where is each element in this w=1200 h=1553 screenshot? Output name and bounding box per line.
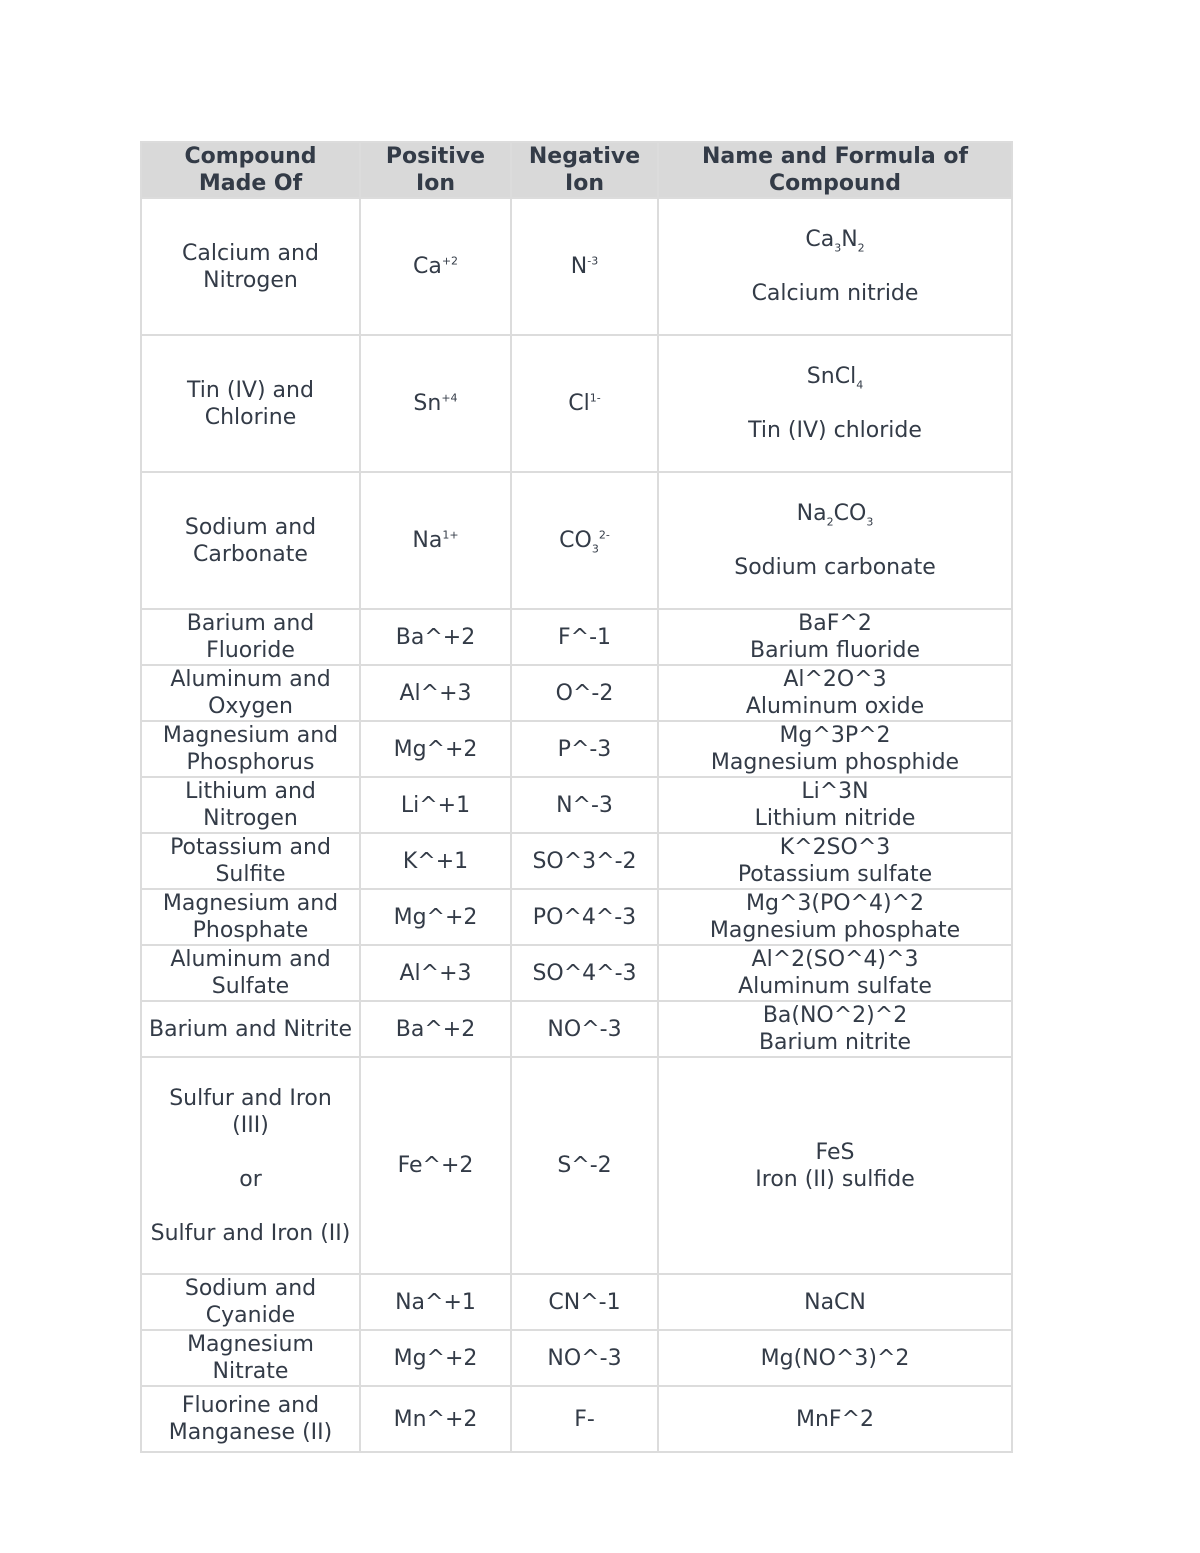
name-formula-cell (658, 721, 1012, 777)
name-formula-cell (658, 777, 1012, 833)
negative-ion-cell: O^-2 (511, 665, 658, 721)
made-of-cell: Calcium and Nitrogen (141, 198, 360, 335)
made-of-cell: Sodium and Carbonate (141, 472, 360, 609)
compound-name: Aluminum sulfate (738, 974, 932, 999)
name-formula-cell (658, 1001, 1012, 1057)
formula-text: BaF^2 (798, 611, 872, 636)
made-of-cell: Magnesium and Phosphorus (141, 721, 360, 777)
negative-ion-cell: SO^3^-2 (511, 833, 658, 889)
table-row (141, 945, 1012, 1001)
compound-name: Sodium carbonate (734, 555, 936, 580)
table-row (141, 665, 1012, 721)
table-row (141, 609, 1012, 665)
compound-name: Barium nitrite (758, 1030, 912, 1055)
formula-text: SnCl$_4$ (806, 364, 864, 392)
formula-text: Ba(NO^2)^2 (762, 1003, 908, 1028)
table-row (141, 833, 1012, 889)
formula-text: Mg^3(PO^4)^2 (746, 891, 924, 916)
negative-ion-cell: NO^-3 (511, 1330, 658, 1386)
made-of-cell: Magnesium Nitrate (141, 1330, 360, 1386)
compound-name: Potassium sulfate (737, 862, 933, 887)
name-formula-cell (658, 665, 1012, 721)
compound-name: Tin (IV) chloride (748, 418, 922, 443)
negative-ion-cell: F^-1 (511, 609, 658, 665)
made-of-cell: Sulfur and Iron (III) or Sulfur and Iron (II) (141, 1057, 360, 1274)
made-of-cell: Sodium and Cyanide (141, 1274, 360, 1330)
negative-ion-cell: SO^4^-3 (511, 945, 658, 1001)
positive-ion-cell: $Sn^{+4}$ (360, 335, 511, 472)
made-of-cell: Potassium and Sulfite (141, 833, 360, 889)
table-row (141, 1386, 1012, 1452)
name-formula-cell (658, 335, 1012, 472)
compound-name: Lithium nitride (754, 806, 916, 831)
positive-ion-cell: Mg^+2 (360, 721, 511, 777)
table-row (141, 1001, 1012, 1057)
table-row (141, 472, 1012, 609)
negative-ion-cell: N^-3 (511, 777, 658, 833)
compound-name: Barium fluoride (749, 638, 921, 663)
table-row (141, 1330, 1012, 1386)
positive-ion-cell: Mn^+2 (360, 1386, 511, 1452)
positive-ion-cell: Ba^+2 (360, 1001, 511, 1057)
made-of-cell: Tin (IV) and Chlorine (141, 335, 360, 472)
formula-text: K^2SO^3 (779, 835, 891, 860)
name-formula-cell: MnF^2 (658, 1386, 1012, 1452)
name-formula-cell (658, 472, 1012, 609)
negative-ion-cell: F- (511, 1386, 658, 1452)
positive-ion-cell: Al^+3 (360, 945, 511, 1001)
table-row (141, 1274, 1012, 1330)
negative-ion-cell: P^-3 (511, 721, 658, 777)
made-of-cell: Barium and Nitrite (141, 1001, 360, 1057)
negative-ion-cell: PO^4^-3 (511, 889, 658, 945)
negative-ion-cell: CN^-1 (511, 1274, 658, 1330)
name-formula-cell (658, 609, 1012, 665)
positive-ion-cell: Ba^+2 (360, 609, 511, 665)
made-of-cell: Aluminum and Sulfate (141, 945, 360, 1001)
negative-ion-cell: S^-2 (511, 1057, 658, 1274)
positive-ion-cell: $Na^{1+}$ (360, 472, 511, 609)
formula-text: Al^2O^3 (783, 667, 887, 692)
formula-text: FeS (815, 1139, 855, 1165)
made-of-cell: Fluorine and Manganese (II) (141, 1386, 360, 1452)
positive-ion-cell: Mg^+2 (360, 889, 511, 945)
table-row (141, 198, 1012, 335)
formula-text: Al^2(SO^4)^3 (751, 947, 919, 972)
name-formula-cell (658, 889, 1012, 945)
positive-ion-cell: Na^+1 (360, 1274, 511, 1330)
compound-name: Magnesium phosphide (710, 750, 960, 775)
table-row (141, 721, 1012, 777)
name-formula-cell (658, 833, 1012, 889)
name-formula-cell (658, 1057, 1012, 1274)
name-formula-cell (658, 945, 1012, 1001)
compound-name: Aluminum oxide (745, 694, 925, 719)
made-of-cell: Aluminum and Oxygen (141, 665, 360, 721)
formula-text: $Na_2CO_3$ (796, 501, 874, 529)
compound-name: Magnesium phosphate (709, 918, 961, 943)
header-row (141, 142, 1012, 198)
positive-ion-cell: Mg^+2 (360, 1330, 511, 1386)
positive-ion-cell: K^+1 (360, 833, 511, 889)
table-row (141, 1057, 1012, 1274)
formula-text: $Ca_3N_2$ (805, 227, 865, 255)
compound-name: Calcium nitride (751, 281, 919, 306)
negative-ion-cell: NO^-3 (511, 1001, 658, 1057)
header-negative-ion: Negative Ion (511, 142, 658, 198)
made-of-cell: Barium and Fluoride (141, 609, 360, 665)
negative-ion-cell: $CO_3^{2-}$ (511, 472, 658, 609)
negative-ion-cell: $Cl^{1-}$ (511, 335, 658, 472)
table-row (141, 335, 1012, 472)
header-made-of: Compound Made Of (141, 142, 360, 198)
name-formula-cell: Mg(NO^3)^2 (658, 1330, 1012, 1386)
name-formula-cell: NaCN (658, 1274, 1012, 1330)
positive-ion-cell: $Ca^{+2}$ (360, 198, 511, 335)
table-row (141, 777, 1012, 833)
negative-ion-cell: $N^{-3}$ (511, 198, 658, 335)
name-formula-cell (658, 198, 1012, 335)
positive-ion-cell: Li^+1 (360, 777, 511, 833)
ionic-compounds-table (140, 141, 1013, 1453)
made-of-cell: Magnesium and Phosphate (141, 889, 360, 945)
formula-text: Mg^3P^2 (779, 723, 891, 748)
table-row (141, 889, 1012, 945)
made-of-cell: Lithium and Nitrogen (141, 777, 360, 833)
header-positive-ion: Positive Ion (360, 142, 511, 198)
positive-ion-cell: Fe^+2 (360, 1057, 511, 1274)
header-name-formula: Name and Formula of Compound (658, 142, 1012, 198)
compound-name: Iron (II) sulfide (755, 1166, 915, 1192)
positive-ion-cell: Al^+3 (360, 665, 511, 721)
formula-text: Li^3N (801, 779, 869, 804)
